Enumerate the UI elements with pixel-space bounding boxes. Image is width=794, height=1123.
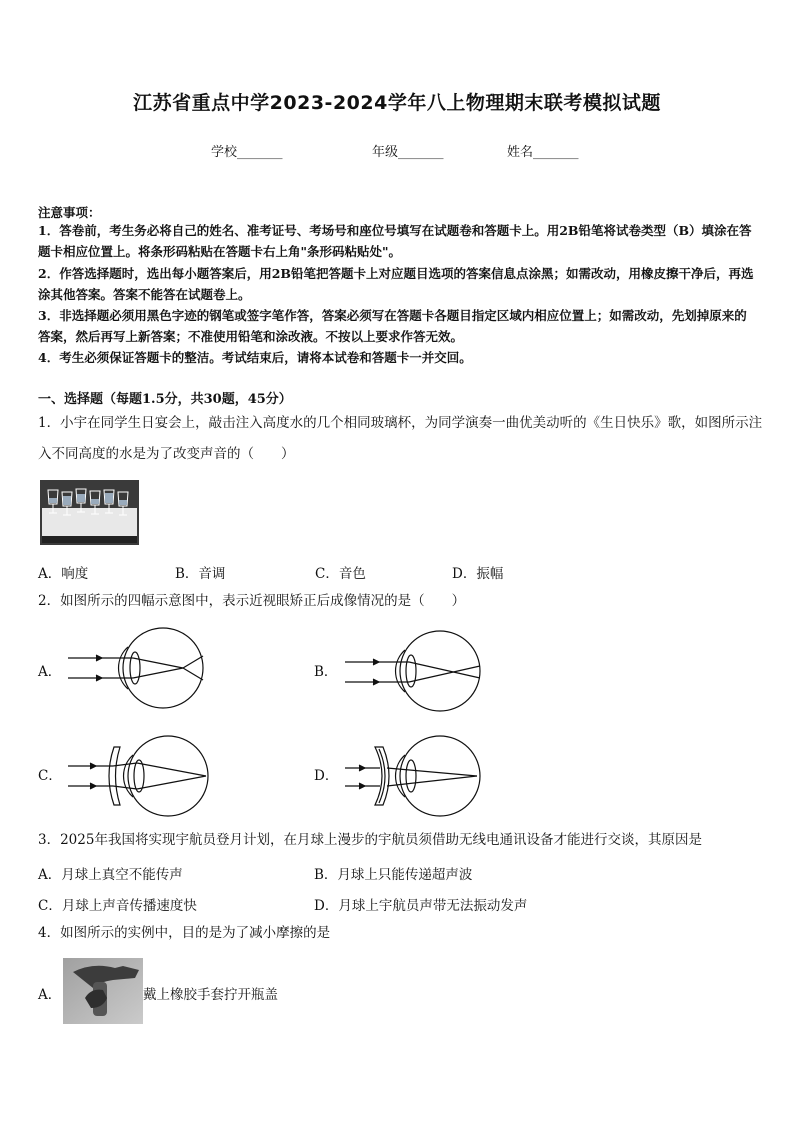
rubber-glove-photo — [63, 958, 143, 1024]
q3-option-b: B．月球上只能传递超声波 — [314, 867, 473, 883]
question-4-stem: 4．如图所示的实例中，目的是为了减小摩擦的是 — [38, 925, 331, 941]
name-field: 姓名_______ — [507, 145, 579, 160]
notice-heading: 注意事项： — [38, 205, 101, 220]
q1-option-a: A．响度 — [38, 566, 89, 582]
q2-option-a: A． — [38, 664, 62, 680]
question-2-stem: 2．如图所示的四幅示意图中，表示近视眼矫正后成像情况的是（ ） — [38, 593, 466, 609]
notice-item-2: 2．作答选择题时，选出每小题答案后，用2B铅笔把答题卡上对应题目选项的答案信息点涂黑；如需改动，用橡皮擦干净后，再选涂其他答案。答案不能答在试题卷上。 — [38, 266, 754, 302]
q3-option-c: C．月球上声音传播速度快 — [38, 898, 197, 914]
page-title: 江苏省重点中学2023-2024学年八上物理期末联考模拟试题 — [133, 92, 661, 114]
section-heading: 一、选择题（每题1.5分，共30题，45分） — [38, 392, 292, 407]
q2-option-d: D． — [314, 768, 339, 784]
eye-diagram-b — [345, 628, 485, 713]
q1-option-c: C．音色 — [315, 566, 366, 582]
q2-option-b: B． — [314, 664, 338, 680]
q2-option-c: C． — [38, 768, 62, 784]
q4-option-a: A． — [38, 987, 62, 1003]
notice-item-4: 4．考生必须保证答题卡的整洁。考试结束后，请将本试卷和答题卡一并交回。 — [38, 350, 472, 365]
notice-item-3: 3．非选择题必须用黑色字迹的钢笔或签字笔作答，答案必须写在答题卡各题目指定区域内相应位置上；如需改动，先划掉原来的答案，然后再写上新答案；不准使用铅笔和涂改液。不按以上要求作答无效。 — [38, 308, 747, 344]
q3-option-a: A．月球上真空不能传声 — [38, 867, 183, 883]
glasses-photo — [40, 480, 139, 545]
notice-item-1: 1．答卷前，考生务必将自己的姓名、准考证号、考场号和座位号填写在试题卷和答题卡上。用2B铅笔将试卷类型（B）填涂在答题卡相应位置上。将条形码粘贴在答题卡右上角"条形码粘贴处"。 — [38, 223, 752, 259]
eye-diagram-a — [68, 625, 213, 710]
question-1-stem: 1．小宇在同学生日宴会上，敲击注入高度水的几个相同玻璃杯，为同学演奏一曲优美动听的《生日快乐》歌，如图所示注入不同高度的水是为了改变声音的（ ） — [38, 415, 763, 462]
eye-diagram-c — [68, 733, 213, 818]
school-field: 学校_______ — [211, 145, 283, 160]
q1-option-d: D．振幅 — [452, 566, 504, 582]
eye-diagram-d — [345, 733, 485, 818]
q4-option-a-text: 戴上橡胶手套拧开瓶盖 — [143, 987, 278, 1003]
q3-option-d: D．月球上宇航员声带无法振动发声 — [314, 898, 528, 914]
question-3-stem: 3．2025年我国将实现宇航员登月计划，在月球上漫步的宇航员须借助无线电通讯设备才能进行交谈，其原因是 — [38, 832, 702, 848]
q1-option-b: B．音调 — [175, 566, 226, 582]
grade-field: 年级_______ — [372, 145, 444, 160]
